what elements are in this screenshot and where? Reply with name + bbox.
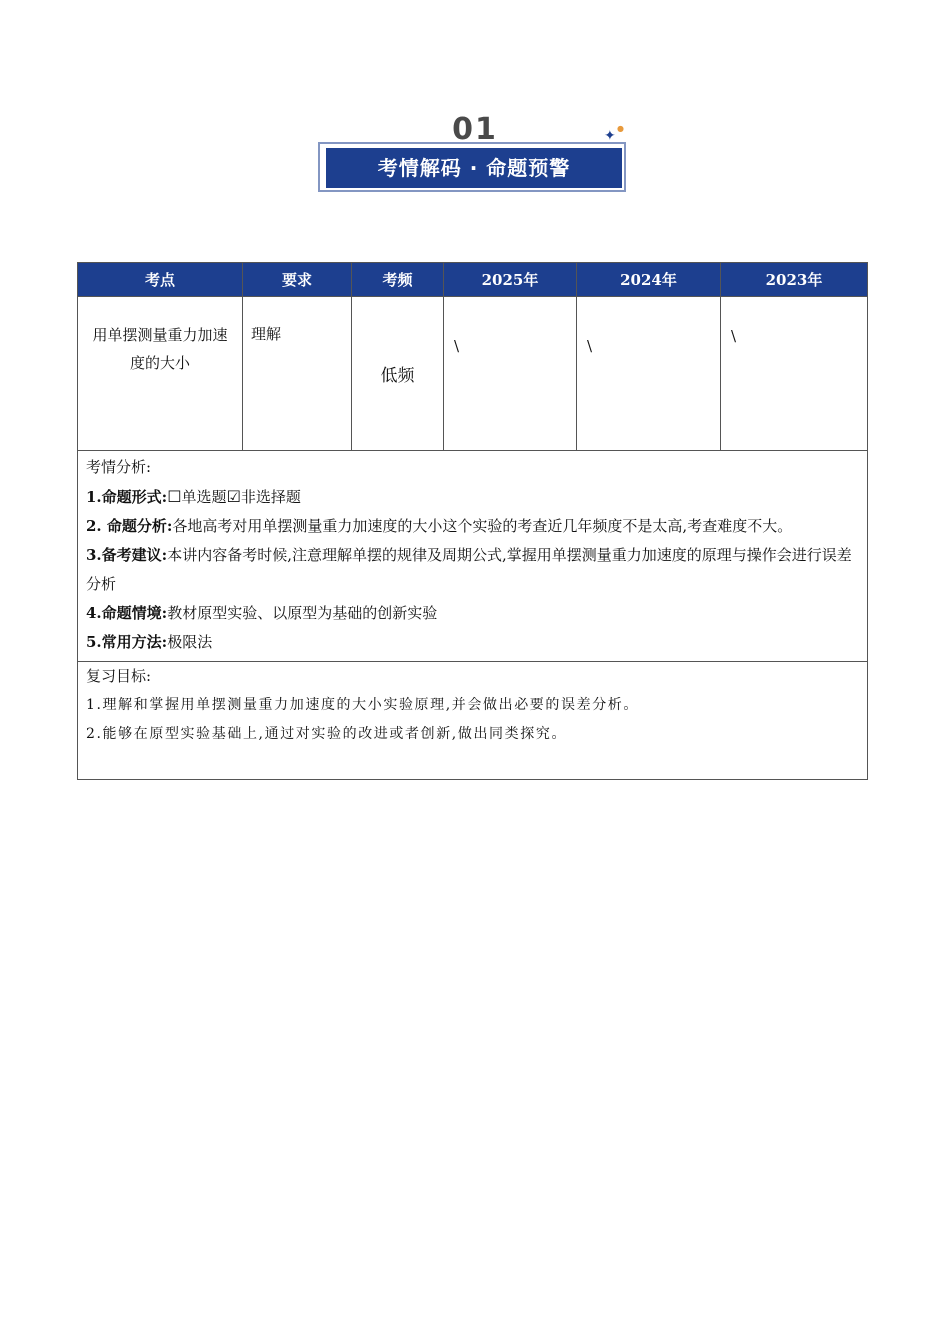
header-point: 考点 <box>78 263 243 297</box>
analysis-item-4 <box>86 599 859 628</box>
cell-2025: \ <box>444 297 577 451</box>
header-frequency: 考频 <box>352 263 444 297</box>
item1-option-nonchoice: 非选择题 <box>240 488 301 506</box>
section-banner <box>316 112 634 198</box>
goals-row <box>78 662 868 780</box>
item4-text: 教材原型实验、以原型为基础的创新实验 <box>167 604 438 622</box>
analysis-heading: 考情分析: <box>86 458 152 476</box>
header-2024: 2024年 <box>577 263 721 297</box>
goal-item-2: 2.能够在原型实验基础上,通过对实验的改进或者创新,做出同类探究。 <box>86 726 568 742</box>
section-title: 考情解码 · 命题预警 <box>326 148 622 188</box>
item3-text: 本讲内容备考时候,注意理解单摆的规律及周期公式,掌握用单摆测量重力加速度的原理与操作会进行误差分析 <box>86 546 852 593</box>
small-sparkle-icon: ● <box>617 124 624 133</box>
header-2023: 2023年 <box>721 263 868 297</box>
checked-box-icon: ☑ <box>226 487 241 506</box>
item5-label: 5.常用方法: <box>86 633 168 651</box>
analysis-cell <box>78 451 868 662</box>
item1-option-single: 单选题 <box>181 488 227 506</box>
cell-requirement: 理解 <box>243 297 352 451</box>
item3-label: 3.备考建议: <box>86 546 168 564</box>
cell-point: 用单摆测量重力加速度的大小 <box>78 297 243 451</box>
item4-label: 4.命题情境: <box>86 604 168 622</box>
unchecked-box-icon: ☐ <box>167 487 182 506</box>
analysis-item-1 <box>86 482 859 512</box>
header-row <box>78 263 868 297</box>
goals-cell <box>78 662 868 780</box>
analysis-item-2 <box>86 512 859 541</box>
analysis-row <box>78 451 868 662</box>
item5-text: 极限法 <box>167 633 213 651</box>
cell-2024: \ <box>577 297 721 451</box>
table-row <box>78 297 868 451</box>
item2-label: 2. 命题分析: <box>86 517 173 535</box>
item2-text: 各地高考对用单摆测量重力加速度的大小这个实验的考查近几年频度不是太高,考查难度不大。 <box>172 517 793 535</box>
goals-heading: 复习目标: <box>86 667 152 685</box>
analysis-item-5 <box>86 628 859 657</box>
goal-item-1: 1.理解和掌握用单摆测量重力加速度的大小实验原理,并会做出必要的误差分析。 <box>86 697 640 713</box>
item1-label: 1.命题形式: <box>86 488 168 506</box>
cell-frequency: 低频 <box>352 297 444 451</box>
exam-analysis-table <box>77 262 868 780</box>
analysis-item-3 <box>86 541 859 599</box>
sparkle-icon: ✦ <box>604 128 616 144</box>
header-requirement: 要求 <box>243 263 352 297</box>
cell-2023: \ <box>721 297 868 451</box>
section-number: 01 <box>452 112 498 147</box>
header-2025: 2025年 <box>444 263 577 297</box>
